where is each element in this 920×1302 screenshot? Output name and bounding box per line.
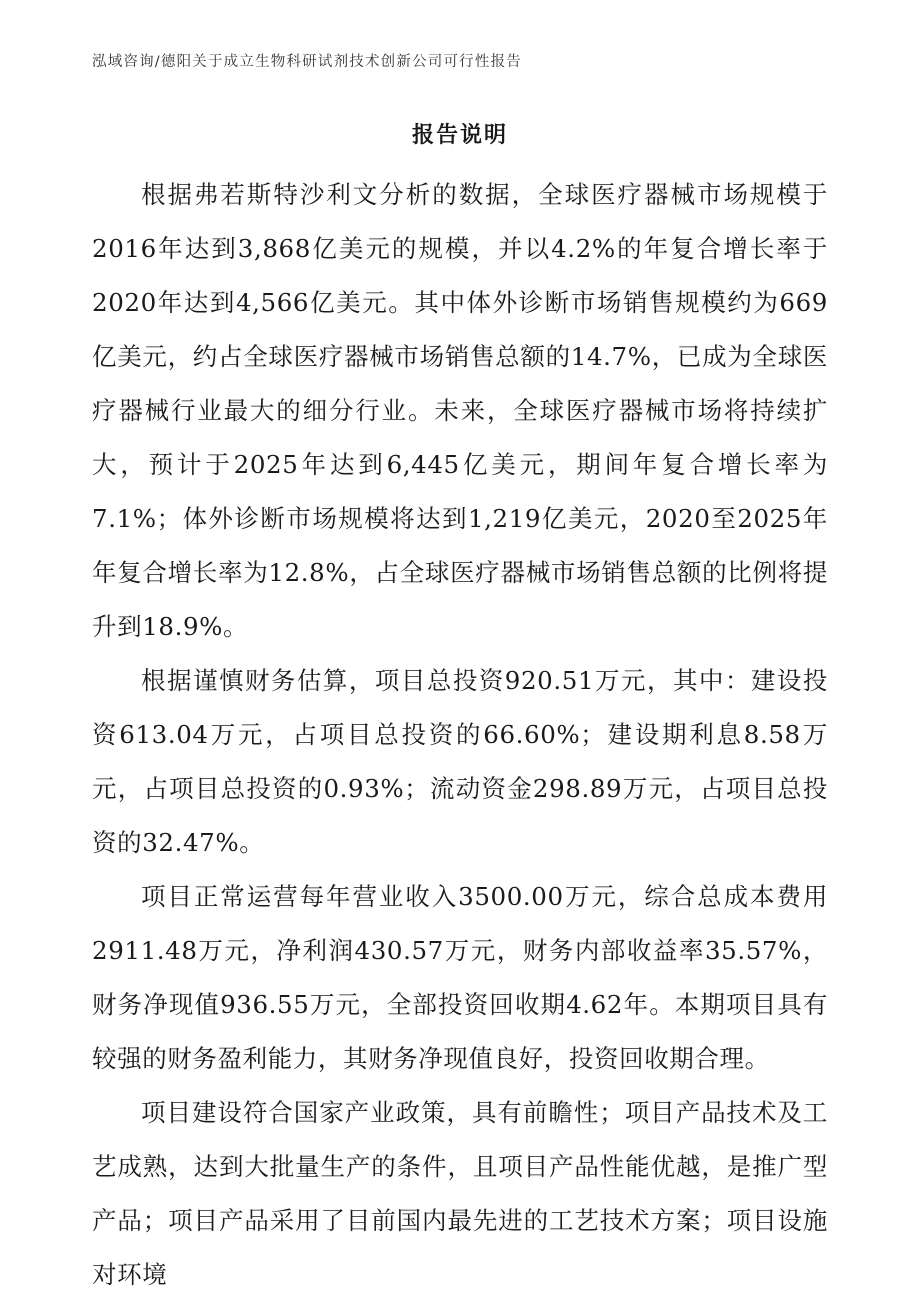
paragraph-investment: 根据谨慎财务估算，项目总投资920.51万元，其中：建设投资613.04万元，占项目总投资的66.60%；建设期利息8.58万元，占项目总投资的0.93%；流动资金298.89万元，占项目总投资的32.47%。 bbox=[92, 666, 828, 857]
paragraph-revenue: 项目正常运营每年营业收入3500.00万元，综合总成本费用2911.48万元，净利润430.57万元，财务内部收益率35.57%，财务净现值936.55万元，全部投资回收期4.62年。本期项目具有较强的财务盈利能力，其财务净现值良好，投资回收期合理。 bbox=[92, 882, 828, 1073]
paragraph-market-size: 根据弗若斯特沙利文分析的数据，全球医疗器械市场规模于2016年达到3,868亿美元的规模，并以4.2%的年复合增长率于2020年达到4,566亿美元。其中体外诊断市场销售规模约为669亿美元，约占全球医疗器械市场销售总额的14.7%，已成为全球医疗器械行业最大的细分行业。未来，全球医疗器械市场将持续扩大，预计于2025年达到6,445亿美元，期间年复合增长率为7.1%；体外诊断市场规模将达到1,219亿美元，2020至2025年年复合增长率为12.8%，占全球医疗器械市场销售总额的比例将提升到18.9%。 bbox=[92, 180, 828, 641]
section-title: 报告说明 bbox=[411, 123, 508, 148]
running-header: 泓域咨询/德阳关于成立生物科研试剂技术创新公司可行性报告 bbox=[92, 54, 522, 70]
document-body bbox=[92, 168, 828, 1302]
paragraph-conclusion: 项目建设符合国家产业政策，具有前瞻性；项目产品技术及工艺成熟，达到大批量生产的条件，且项目产品性能优越，是推广型产品；项目产品采用了目前国内最先进的工艺技术方案；项目设施对环境 bbox=[92, 1098, 828, 1289]
